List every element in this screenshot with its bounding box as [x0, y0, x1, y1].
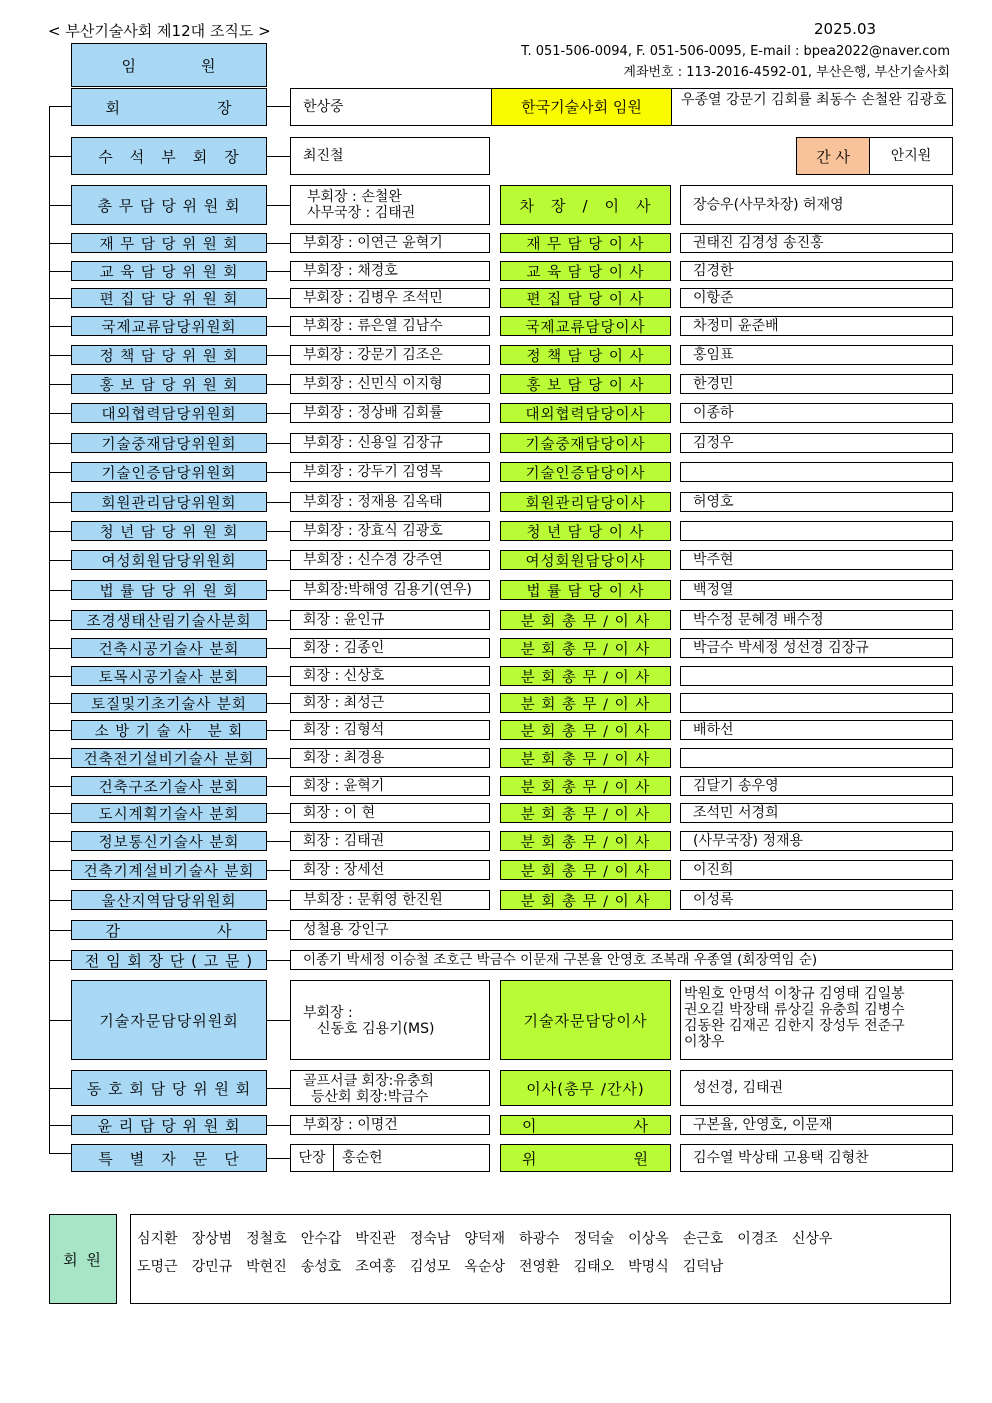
committee-role: 교 육 담 당 이 사: [500, 261, 671, 281]
committee-head: 부회장 : 정상배 김회률: [290, 403, 490, 423]
committee-head: 부회장 : 이연근 윤혁기: [290, 233, 490, 253]
committee-role: 분 회 총 무 / 이 사: [500, 831, 671, 851]
tree-branch-line: [49, 531, 71, 532]
tech-advisory-members-line: 박원호 안명석 이창규 김영태 김일봉: [684, 986, 905, 1002]
committee-label: 건축기계설비기술사 분회: [71, 860, 267, 880]
ethics-role: 이 사: [500, 1115, 671, 1135]
committee-head: 회장 : 신상호: [290, 666, 490, 686]
connector-line: [267, 703, 290, 704]
committee-label: 건축전기설비기술사 분회: [71, 748, 267, 768]
tech-advisory-members: [680, 980, 953, 1060]
hobby-role: 이사(총무 /간사): [500, 1070, 671, 1106]
secretary-label: 간 사: [796, 137, 870, 175]
tech-advisory-members-line: 권오길 박장태 류상길 유충희 김병수: [684, 1002, 905, 1018]
connector-line: [267, 900, 290, 901]
connector-line: [267, 1088, 290, 1089]
special-advisors-label: 특 별 자 문 단: [71, 1144, 267, 1172]
former-presidents-names: 이종기 박세정 이승철 조호근 박금수 이문재 구본율 안영호 조복래 우종열 (회장역임 순): [290, 950, 953, 970]
committee-members: [680, 748, 953, 768]
members-section-list: [130, 1214, 951, 1304]
committee-members: 김정우: [680, 433, 953, 453]
committee-members: 박금수 박세정 성선경 김장규: [680, 638, 953, 658]
hobby-heads: [290, 1070, 490, 1106]
tree-branch-line: [49, 502, 71, 503]
committee-label: 울산지역담당위원회: [71, 890, 267, 910]
committee-label: 조경생태산림기술사분회: [71, 610, 267, 630]
general-affairs-role: 차 장 / 이 사: [500, 185, 671, 225]
committee-head: 회장 : 장세선: [290, 860, 490, 880]
ethics-label: 윤 리 담 당 위 원 회: [71, 1115, 267, 1135]
committee-head: 회장 : 김태권: [290, 831, 490, 851]
tree-branch-line: [49, 271, 71, 272]
connector-line: [267, 205, 290, 206]
committee-members: 권태진 김경성 송진홍: [680, 233, 953, 253]
account-line: 계좌번호 : 113-2016-4592-01, 부산은행, 부산기술사회: [623, 65, 950, 80]
connector-line: [267, 620, 290, 621]
connector-line: [267, 930, 290, 931]
connector-line: [267, 1125, 290, 1126]
general-affairs-vp: [290, 185, 490, 225]
senior-vp-label: 수 석 부 회 장: [71, 137, 267, 175]
committee-head: 부회장 : 신수경 강주연: [290, 550, 490, 570]
committee-role: 분 회 총 무 / 이 사: [500, 638, 671, 658]
committee-members: 박수정 문혜경 배수정: [680, 610, 953, 630]
connector-line: [267, 106, 290, 107]
tree-branch-line: [49, 205, 71, 206]
connector-line: [267, 590, 290, 591]
connector-line: [267, 870, 290, 871]
auditor-label: 감 사: [71, 920, 267, 940]
tree-branch-line: [49, 620, 71, 621]
hobby-label: 동 호 회 담 당 위 원 회: [71, 1070, 267, 1106]
kpea-officers-members: 우종열 강문기 김회률 최동수 손철완 김광호: [681, 92, 947, 108]
tree-branch-line: [49, 1125, 71, 1126]
committee-head: 부회장 : 채경호: [290, 261, 490, 281]
tree-branch-line: [49, 326, 71, 327]
committee-members: 차정미 윤준배: [680, 316, 953, 336]
committee-label: 정 책 담 당 위 원 회: [71, 345, 267, 365]
committee-label: 기술인증담당위원회: [71, 462, 267, 482]
connector-line: [267, 841, 290, 842]
committee-role: 분 회 총 무 / 이 사: [500, 748, 671, 768]
tree-branch-line: [49, 243, 71, 244]
committee-head: 회장 : 최경용: [290, 748, 490, 768]
tree-branch-line: [49, 1088, 71, 1089]
committee-role: 대외협력담당이사: [500, 403, 671, 423]
tree-branch-line: [49, 560, 71, 561]
members-line1: 심지환 장상범 정철호 안수갑 박진관 정숙남 양덕재 하광수 정덕술 이상옥 손근호 이경조 신상우: [137, 1231, 833, 1247]
connector-line: [267, 758, 290, 759]
connector-line: [267, 531, 290, 532]
committee-label: 여성회원담당위원회: [71, 550, 267, 570]
committee-label: 편 집 담 당 위 원 회: [71, 288, 267, 308]
committee-members: 홍임표: [680, 345, 953, 365]
committee-role: 법 률 담 당 이 사: [500, 580, 671, 600]
general-affairs-members: 장승우(사무차장) 허재영: [680, 185, 953, 225]
committee-head: 부회장 : 강문기 김조은: [290, 345, 490, 365]
committee-head: 부회장 : 류은열 김남수: [290, 316, 490, 336]
committee-head: 회장 : 최성근: [290, 693, 490, 713]
committee-head: 회장 : 김종인: [290, 638, 490, 658]
committee-head: 회장 : 이 현: [290, 803, 490, 823]
committee-members: 김경한: [680, 261, 953, 281]
connector-line: [267, 648, 290, 649]
committee-head: 부회장 : 김병우 조석민: [290, 288, 490, 308]
connector-line: [267, 384, 290, 385]
committee-head: 부회장:박해영 김용기(연우): [290, 580, 490, 600]
connector-line: [267, 298, 290, 299]
connector-line: [267, 1020, 290, 1021]
tech-advisory-vp-line1: 부회장 :: [303, 1005, 353, 1021]
hobby-members: 성선경, 김태권: [680, 1070, 953, 1106]
tech-advisory-vp-line2: 신동호 김용기(MS): [317, 1021, 435, 1037]
tree-branch-line: [49, 758, 71, 759]
ethics-head: 부회장 : 이명건: [290, 1115, 490, 1135]
committee-role: 편 집 담 당 이 사: [500, 288, 671, 308]
committee-members: 김달기 송우영: [680, 776, 953, 796]
committee-role: 분 회 총 무 / 이 사: [500, 803, 671, 823]
tree-branch-line: [49, 384, 71, 385]
tree-branch-line: [49, 648, 71, 649]
committee-head: 회장 : 윤혁기: [290, 776, 490, 796]
committee-label: 토목시공기술사 분회: [71, 666, 267, 686]
special-advisors-head-name: 홍순헌: [333, 1144, 490, 1172]
committee-role: 정 책 담 당 이 사: [500, 345, 671, 365]
committee-role: 분 회 총 무 / 이 사: [500, 890, 671, 910]
tree-branch-line: [49, 786, 71, 787]
committee-role: 분 회 총 무 / 이 사: [500, 720, 671, 740]
committee-role: 기술인증담당이사: [500, 462, 671, 482]
committee-label: 토질및기초기술사 분회: [71, 693, 267, 713]
tech-advisory-role: 기술자문담당이사: [500, 980, 671, 1060]
committee-label: 홍 보 담 당 위 원 회: [71, 374, 267, 394]
committee-role: 분 회 총 무 / 이 사: [500, 860, 671, 880]
committee-role: 분 회 총 무 / 이 사: [500, 610, 671, 630]
connector-line: [267, 156, 290, 157]
tree-branch-line: [49, 590, 71, 591]
committee-members: [680, 666, 953, 686]
connector-line: [267, 502, 290, 503]
connector-line: [267, 1158, 290, 1159]
tree-branch-line: [49, 472, 71, 473]
tech-advisory-vp: [290, 980, 490, 1060]
committee-label: 대외협력담당위원회: [71, 403, 267, 423]
tree-branch-line: [49, 1020, 71, 1021]
committee-head: 부회장 : 정재용 김옥태: [290, 492, 490, 512]
committee-role: 홍 보 담 당 이 사: [500, 374, 671, 394]
tech-advisory-members-line: 이창우: [684, 1034, 725, 1050]
tree-branch-line: [49, 841, 71, 842]
tree-branch-line: [49, 930, 71, 931]
committee-label: 국제교류담당위원회: [71, 316, 267, 336]
connector-line: [267, 560, 290, 561]
committee-label: 건축구조기술사 분회: [71, 776, 267, 796]
committee-label: 정보통신기술사 분회: [71, 831, 267, 851]
committee-role: 청 년 담 당 이 사: [500, 521, 671, 541]
committee-role: 재 무 담 당 이 사: [500, 233, 671, 253]
president-name: 한상중: [303, 99, 344, 115]
tech-advisory-label: 기술자문담당위원회: [71, 980, 267, 1060]
tree-branch-line: [49, 106, 71, 107]
tree-branch-line: [49, 960, 71, 961]
committee-members: [680, 693, 953, 713]
connector-line: [267, 326, 290, 327]
committee-label: 기술중재담당위원회: [71, 433, 267, 453]
tree-branch-line: [49, 900, 71, 901]
special-advisors-head-title: 단장: [290, 1144, 334, 1172]
tree-trunk-line: [49, 106, 50, 1153]
ethics-members: 구본율, 안영호, 이문재: [680, 1115, 953, 1135]
kpea-officers-label: 한국기술사회 임원: [491, 88, 672, 126]
general-affairs-vp-line2: 사무국장 : 김태권: [307, 205, 416, 221]
committee-head: 부회장 : 강두기 김영목: [290, 462, 490, 482]
hobby-line2: 등산회 회장:박금수: [311, 1089, 429, 1105]
document-date: 2025.03: [814, 20, 877, 38]
members-section-label: 회 원: [49, 1214, 117, 1304]
committee-members: 이진희: [680, 860, 953, 880]
committee-label: 교 육 담 당 위 원 회: [71, 261, 267, 281]
committee-members: 조석민 서경희: [680, 803, 953, 823]
connector-line: [267, 271, 290, 272]
committee-head: 부회장 : 신민식 이지형: [290, 374, 490, 394]
connector-line: [267, 243, 290, 244]
committee-members: [680, 521, 953, 541]
committee-label: 건축시공기술사 분회: [71, 638, 267, 658]
connector-line: [267, 676, 290, 677]
president-row: [290, 88, 953, 126]
committee-members: 배하선: [680, 720, 953, 740]
committee-members: (사무국장) 정재용: [680, 831, 953, 851]
secretary-name: 안지원: [869, 137, 953, 175]
tree-branch-line: [49, 703, 71, 704]
connector-line: [267, 730, 290, 731]
committee-members: 이종하: [680, 403, 953, 423]
tree-branch-line: [49, 298, 71, 299]
committee-role: 분 회 총 무 / 이 사: [500, 666, 671, 686]
tree-branch-line: [49, 870, 71, 871]
connector-line: [267, 813, 290, 814]
committee-role: 국제교류담당이사: [500, 316, 671, 336]
tree-branch-line: [49, 813, 71, 814]
committee-members: 이성록: [680, 890, 953, 910]
committee-head: 부회장 : 장효식 김광호: [290, 521, 490, 541]
tree-branch-line: [49, 443, 71, 444]
committee-role: 분 회 총 무 / 이 사: [500, 693, 671, 713]
committee-members: [680, 462, 953, 482]
senior-vp-name: 최진철: [290, 137, 490, 175]
connector-line: [267, 413, 290, 414]
tree-branch-line: [49, 413, 71, 414]
committee-head: 회장 : 김형석: [290, 720, 490, 740]
special-advisors-members: 김수열 박상태 고용택 김형찬: [680, 1144, 953, 1172]
connector-line: [267, 443, 290, 444]
tree-branch-line: [49, 1153, 71, 1154]
committee-members: 한경민: [680, 374, 953, 394]
tree-branch-line: [49, 355, 71, 356]
tree-branch-line: [49, 730, 71, 731]
connector-line: [267, 472, 290, 473]
general-affairs-label: 총 무 담 당 위 원 회: [71, 185, 267, 225]
connector-line: [267, 355, 290, 356]
document-title: < 부산기술사회 제12대 조직도 >: [48, 22, 271, 40]
committee-label: 소 방 기 술 사 분 회: [71, 720, 267, 740]
members-line2: 도명근 강민규 박현진 송성호 조여홍 김성모 옥순상 전영환 김태오 박명식 김덕남: [137, 1259, 724, 1275]
committee-head: 부회장 : 문휘영 한진원: [290, 890, 490, 910]
committee-label: 청 년 담 당 위 원 회: [71, 521, 267, 541]
committee-role: 기술중재담당이사: [500, 433, 671, 453]
committee-head: 회장 : 윤인규: [290, 610, 490, 630]
hobby-line1: 골프서클 회장:유충희: [303, 1073, 434, 1089]
tree-branch-line: [49, 156, 71, 157]
committee-role: 분 회 총 무 / 이 사: [500, 776, 671, 796]
connector-line: [267, 786, 290, 787]
committee-label: 재 무 담 당 위 원 회: [71, 233, 267, 253]
committee-role: 여성회원담당이사: [500, 550, 671, 570]
auditor-names: 성철용 강인구: [290, 920, 953, 940]
connector-line: [267, 960, 290, 961]
tech-advisory-members-line: 김동완 김재곤 김한지 장성두 전준구: [684, 1018, 905, 1034]
general-affairs-vp-line1: 부회장 : 손철완: [307, 189, 402, 205]
committee-label: 도시계획기술사 분회: [71, 803, 267, 823]
committee-label: 회원관리담당위원회: [71, 492, 267, 512]
tree-branch-line: [49, 676, 71, 677]
president-label: 회 장: [71, 88, 267, 126]
former-presidents-label: 전 임 회 장 단 ( 고 문 ): [71, 950, 267, 970]
committee-members: 박주현: [680, 550, 953, 570]
committee-label: 법 률 담 당 위 원 회: [71, 580, 267, 600]
special-advisors-role: 위 원: [500, 1144, 671, 1172]
officers-header: 임 원: [71, 43, 267, 87]
committee-role: 회원관리담당이사: [500, 492, 671, 512]
committee-members: 허영호: [680, 492, 953, 512]
committee-head: 부회장 : 신용일 김장규: [290, 433, 490, 453]
committee-members: 이항준: [680, 288, 953, 308]
committee-members: 백정열: [680, 580, 953, 600]
contact-line: T. 051-506-0094, F. 051-506-0095, E-mail : bpea2022@naver.com: [521, 44, 950, 59]
